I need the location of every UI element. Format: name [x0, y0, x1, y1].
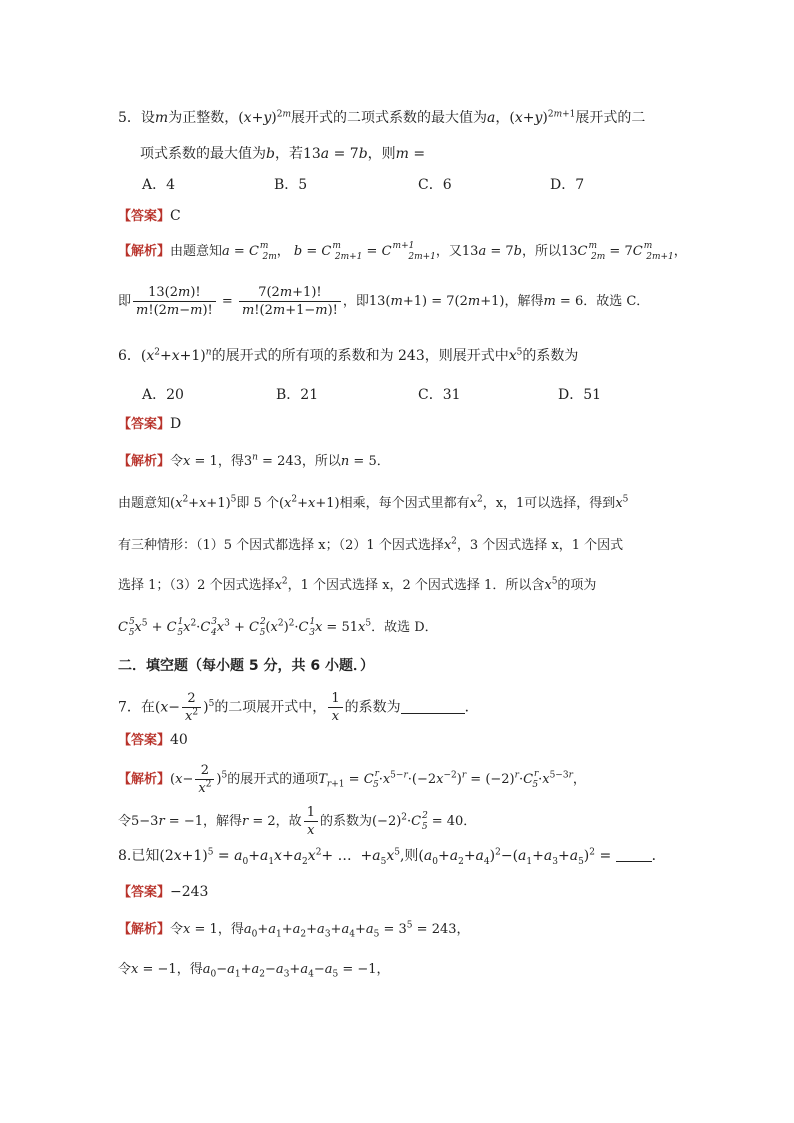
q6-analysis-line3: 有三种情形：（1）5 个因式都选择 x；（2）1 个因式选择$x^2$，3 个因式选择 x，1 个因式 — [118, 536, 624, 553]
q5-option-c: C．6 — [418, 177, 452, 193]
section-title: 二．填空题（每小题 5 分，共 6 小题．） — [118, 658, 374, 674]
q7-text: ． — [464, 699, 479, 716]
q6-analysis-text: ，1 个因式选择 x，2 个因式选择 1．所以含 — [287, 578, 545, 593]
answer-blank — [616, 847, 652, 862]
q6-option-b: B．21 — [276, 387, 319, 403]
q5-analysis-text: ，即 — [342, 294, 369, 309]
q8-line1: 8.已知$(2x+1)^5 = a_0+a_1x+a_2x^2+$ … $+a_5x^5$,则$(a_0+a_2+a_4)^2-(a_1+a_3+a_5)^2$ = ． — [118, 847, 666, 867]
q6-analysis-text: 即 5 个 — [236, 496, 279, 511]
q7-analysis-text: 的系数为 — [319, 814, 372, 829]
q5-line1: 5．设m为正整数，$(x+y)^{2m}$展开式的二项式系数的最大值为a，$(x+y)^{2m+1}$展开式的二 — [118, 109, 646, 126]
q6-option-d: D．51 — [558, 387, 602, 403]
q5-analysis-text: ，又 — [435, 244, 462, 259]
q5-text: 项式系数的最大值为 — [140, 146, 266, 162]
answer-tag: 【答案】 — [118, 885, 171, 900]
fraction: $\frac{1}{x}$ — [328, 690, 342, 725]
fraction: $\frac{7(2m+1)!}{m!(2m+1-m)!}$ — [239, 284, 341, 319]
answer-tag: 【答案】 — [118, 209, 171, 224]
answer-blank — [401, 699, 465, 714]
q5-line2: 项式系数的最大值为b，若13a = 7b，则m = — [140, 146, 426, 162]
q6-analysis-text: ，所以 — [301, 454, 341, 469]
q8-analysis-text: 令 — [170, 922, 184, 937]
q5-analysis-text: ．故选 C． — [583, 294, 650, 309]
q6-answer-value: D — [170, 416, 182, 432]
q7-analysis-text: 令 — [118, 814, 132, 829]
q7-analysis-line2: 令5−3r = −1，解得r = 2，故 $\frac{1}{x}$ 的系数为$(-2)^2\cdot C^2_5 = 40$． — [118, 805, 477, 838]
answer-tag: 【答案】 — [118, 733, 171, 748]
q7-analysis-line1: 【解析】(x− $\frac{2}{x^2}$ )$^5$的展开式的通项$T_{r+1} = C^r_5\cdot x^{5-r}\cdot(-2x^{-2})^r = (-2)^r\cdot C^r_5\cdot x^{5-3r}$， — [118, 763, 586, 796]
q8-text: ,则 — [399, 848, 419, 864]
q7-text: 的二项展开式中， — [214, 699, 327, 716]
q7-analysis-text: 的展开式的通项 — [227, 772, 319, 787]
q6-analysis-text: 由题意知 — [118, 496, 171, 511]
analysis-tag: 【解析】 — [118, 922, 171, 937]
analysis-tag: 【解析】 — [118, 244, 171, 259]
analysis-tag: 【解析】 — [118, 772, 171, 787]
fraction: $\frac{2}{x^2}$ — [182, 690, 201, 725]
q5-answer-value: C — [170, 208, 181, 224]
q6-analysis-text: ，3 个因式选择 x，1 个因式 — [456, 538, 624, 553]
q8-analysis-line1: 【解析】令x = 1，得$a_0+a_1+a_2+a_3+a_4+a_5 = 3^5 = 243$， — [118, 920, 470, 940]
q6-option-c: C．31 — [418, 387, 461, 403]
q5-analysis-text: ，解得 — [504, 294, 544, 309]
fraction: $\frac{1}{x}$ — [304, 804, 318, 839]
q5-text: ，若 — [274, 146, 303, 162]
q5-option-b: B．5 — [274, 177, 308, 193]
q7-analysis-text: ，解得 — [203, 814, 243, 829]
q6-line1: 6．$(x^2+x+1)^n$的展开式的所有项的系数和为 243，则展开式中$x^5$的系数为 — [118, 347, 579, 364]
q6-answer — [118, 414, 734, 435]
q5-option-a: A．4 — [142, 177, 176, 193]
q6-analysis-text: ，得 — [217, 454, 244, 469]
q6-analysis-line5: $C^5_5x^5 + C^1_5x^2\cdot C^3_4x^3 + C^2_5(x^2)^2\cdot C^1_3x = 51x^5$．故选 D． — [118, 617, 438, 638]
q5-text: 展开式的二项式系数的最大值为 — [290, 110, 487, 126]
q6-text: 的展开式的所有项的系数和为 243，则展开式中 — [211, 348, 509, 364]
q8-analysis-text: ，得 — [217, 922, 244, 937]
q8-analysis-text: ，得 — [176, 962, 203, 977]
q5-text: 为正整数， — [168, 110, 239, 126]
q6-text: 6． — [118, 348, 141, 364]
analysis-tag: 【解析】 — [118, 454, 171, 469]
q6-analysis-text: ，x，1可以选择，得到 — [482, 496, 616, 511]
q8-text: ． — [651, 848, 666, 864]
answer-tag: 【答案】 — [118, 417, 171, 432]
q6-analysis-text: 选择 1；（3）2 个因式选择 — [118, 578, 275, 593]
q5-text: 5．设 — [118, 110, 155, 126]
q5-text: ，则 — [367, 146, 396, 162]
q6-analysis-line2: 由题意知$(x^2+x+1)^5$即 5 个$(x^2+x+1)$相乘，每个因式里都有$x^2$，x，1可以选择，得到$x^5$ — [118, 494, 629, 511]
q7-line1: 7．在(x− $\frac{2}{x^2}$ )$^5$的二项展开式中， $\frac{1}{x}$ 的系数为 ． — [118, 691, 479, 724]
q5-analysis-line1: 【解析】由题意知$a = C^m_{2m}$， $b = C^m_{2m+1} = C^{m+1}_{2m+1}$，又13a = 7b，所以$13C^m_{2m} = 7C^m_{2m+1}$， — [118, 241, 687, 262]
q5-option-d: D．7 — [550, 177, 585, 193]
q7-text: 的系数为 — [344, 699, 401, 716]
fraction: $\frac{13(2m)!}{m!(2m-m)!}$ — [133, 284, 216, 319]
q6-analysis-line1: 【解析】令x = 1，得$3^n = 243$，所以n = 5． — [118, 452, 390, 469]
q6-analysis-line4: 选择 1；（3）2 个因式选择$x^2$，1 个因式选择 x，2 个因式选择 1．所以含$x^5$的项为 — [118, 576, 597, 593]
q7-analysis-text: ，故 — [275, 814, 302, 829]
q6-analysis-text: 令 — [170, 454, 184, 469]
q5-answer — [118, 206, 734, 227]
fraction: $\frac{2}{x^2}$ — [195, 762, 214, 797]
q5-text: 展开式的二 — [575, 110, 646, 126]
q5-analysis-text: 即 — [118, 294, 132, 309]
q5-analysis-line2: 即 $\frac{13(2m)!}{m!(2m-m)!}$ = $\frac{7(2m+1)!}{m!(2m+1-m)!}$ ，即13(m+1) = 7(2m+1)，解得m = 6．故选 C． — [118, 285, 650, 318]
q5-analysis-text: 由题意知 — [170, 244, 223, 259]
q8-analysis-line2: 令x = −1，得$a_0-a_1+a_2-a_3+a_4-a_5 = -1$， — [118, 962, 390, 980]
q6-text: 的系数为 — [522, 348, 579, 364]
q6-analysis-text: ．故选 D． — [371, 620, 438, 635]
q7-text: 7．在 — [118, 699, 155, 716]
q6-analysis-text: 有三种情形：（1）5 个因式都选择 x；（2）1 个因式选择 — [118, 538, 444, 553]
q8-analysis-text: 令 — [118, 962, 132, 977]
q5-text: ， — [495, 110, 510, 126]
q8-answer — [118, 882, 734, 903]
q6-analysis-text: 的项为 — [557, 578, 597, 593]
q7-answer — [118, 730, 734, 751]
q6-option-a: A．20 — [142, 387, 184, 403]
q5-analysis-text: ，所以 — [521, 244, 561, 259]
q6-analysis-text: 相乘，每个因式里都有 — [339, 496, 470, 511]
q8-text: 8.已知 — [118, 848, 160, 864]
q8-answer-value: −243 — [170, 884, 209, 900]
q7-answer-value: 40 — [170, 732, 188, 748]
